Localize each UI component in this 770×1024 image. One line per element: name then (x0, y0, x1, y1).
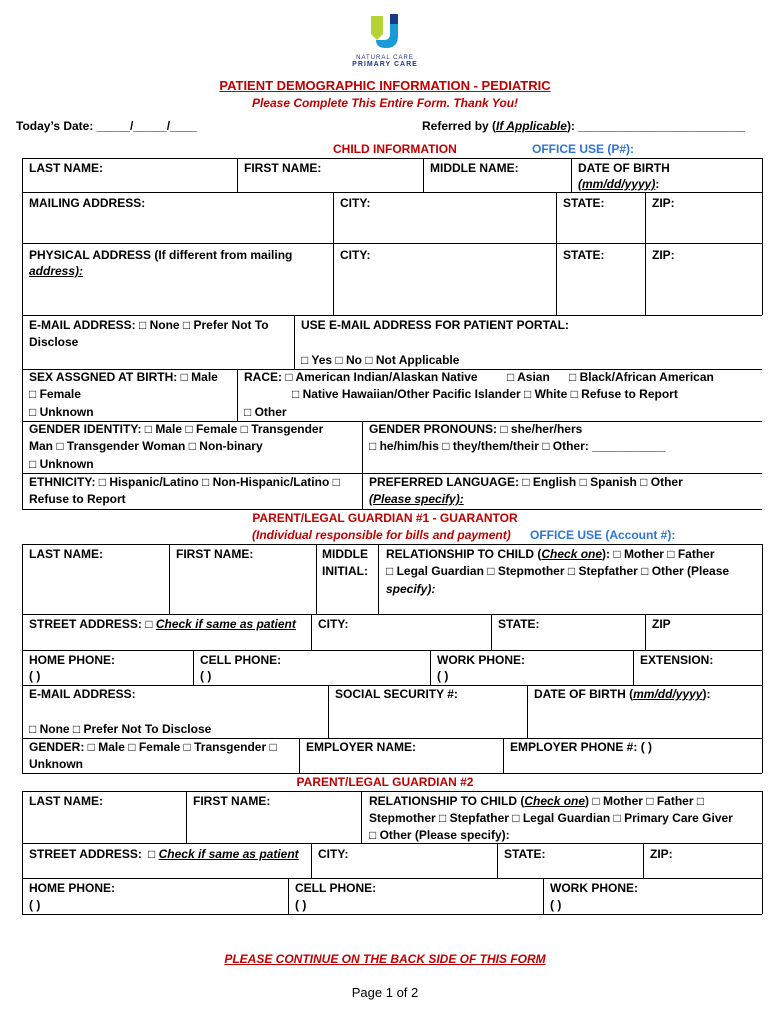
child-race-asian[interactable]: □ Asian (507, 370, 550, 384)
child-race-black[interactable]: □ Black/African American (569, 370, 714, 384)
logo-line1: NATURAL CARE (356, 55, 414, 61)
guardian2-same-as-patient[interactable]: □ Check if same as patient (148, 847, 299, 861)
child-first-name[interactable]: FIRST NAME: (244, 161, 322, 175)
child-pronouns-line1[interactable]: GENDER PRONOUNS: □ she/her/hers (369, 422, 583, 436)
child-sex-unknown[interactable]: □ Unknown (29, 405, 94, 419)
guardian1-heading: PARENT/LEGAL GUARDIAN #1 - GUARANTOR (252, 511, 518, 525)
guardian2-zip[interactable]: ZIP: (650, 847, 673, 861)
guardian1-employer-phone[interactable]: EMPLOYER PHONE #: ( ) (510, 740, 653, 754)
guardian2-relationship[interactable]: RELATIONSHIP TO CHILD (Check one) □ Mother □ Father □ (369, 794, 705, 808)
guardian2-work-phone-paren: ( ) (550, 898, 562, 912)
page-number: Page 1 of 2 (351, 985, 419, 1000)
guardian1-gender-line2[interactable]: Unknown (29, 757, 83, 771)
guardian2-relationship-line3[interactable]: □ Other (Please specify): (369, 828, 510, 842)
child-portal-options[interactable]: □ Yes □ No □ Not Applicable (301, 353, 460, 367)
guardian1-employer[interactable]: EMPLOYER NAME: (306, 740, 417, 754)
guardian1-relationship-line2[interactable]: □ Legal Guardian □ Stepmother □ Stepfather □ Other (Please (386, 564, 730, 578)
logo (340, 10, 430, 66)
guardian1-work-phone-paren: ( ) (437, 669, 449, 683)
child-dob[interactable]: DATE OF BIRTH (578, 161, 670, 175)
child-mailing-state[interactable]: STATE: (563, 196, 605, 210)
guardian2-heading: PARENT/LEGAL GUARDIAN #2 (296, 775, 474, 789)
child-ethnicity-line1[interactable]: ETHNICITY: □ Hispanic/Latino □ Non-Hispanic/Latino □ (29, 475, 340, 489)
logo-icon (340, 10, 430, 52)
guardian1-extension[interactable]: EXTENSION: (640, 653, 714, 667)
child-mailing-zip[interactable]: ZIP: (652, 196, 675, 210)
child-office-use: OFFICE USE (P#): (532, 142, 635, 156)
guardian1-last-name[interactable]: LAST NAME: (29, 547, 103, 561)
guardian2-relationship-line2[interactable]: Stepmother □ Stepfather □ Legal Guardian □ Primary Care Giver (369, 811, 733, 825)
guardian2-home-phone-paren: ( ) (29, 898, 41, 912)
guardian1-cell-phone-paren: ( ) (200, 669, 212, 683)
guardian1-zip[interactable]: ZIP (652, 617, 671, 631)
child-gender-unknown[interactable]: □ Unknown (29, 457, 94, 471)
guardian1-first-name[interactable]: FIRST NAME: (176, 547, 254, 561)
guardian1-ssn[interactable]: SOCIAL SECURITY #: (335, 687, 458, 701)
child-physical-zip[interactable]: ZIP: (652, 248, 675, 262)
todays-date[interactable]: Today’s Date: _____/_____/____ (16, 119, 197, 133)
guardian1-initial: INITIAL: (322, 564, 368, 578)
child-language-line1[interactable]: PREFERRED LANGUAGE: □ English □ Spanish □ Other (369, 475, 683, 489)
guardian2-cell-phone-paren: ( ) (295, 898, 307, 912)
guardian2-work-phone[interactable]: WORK PHONE: (550, 881, 638, 895)
logo-line2: PRIMARY CARE (352, 61, 418, 68)
guardian2-last-name[interactable]: LAST NAME: (29, 794, 103, 808)
page-title: PATIENT DEMOGRAPHIC INFORMATION - PEDIATRIC (219, 78, 551, 93)
referred-by[interactable]: Referred by (If Applicable): _________________________ (422, 119, 746, 133)
guardian1-relationship[interactable]: RELATIONSHIP TO CHILD (Check one): □ Mother □ Father (386, 547, 715, 561)
page-subtitle: Please Complete This Entire Form. Thank You! (251, 96, 519, 110)
child-dob-format: (mm/dd/yyyy): (578, 177, 660, 191)
child-race-line1[interactable]: RACE: □ American Indian/Alaskan Native (244, 370, 478, 384)
child-sex-female[interactable]: □ Female (29, 387, 81, 401)
guardian1-cell-phone[interactable]: CELL PHONE: (200, 653, 282, 667)
guardian1-gender-line1[interactable]: GENDER: □ Male □ Female □ Transgender □ (29, 740, 277, 754)
guardian1-home-phone-paren: ( ) (29, 669, 41, 683)
guardian1-office-use: OFFICE USE (Account #): (530, 528, 676, 542)
guardian2-street[interactable]: STREET ADDRESS: (29, 847, 142, 861)
continue-notice: PLEASE CONTINUE ON THE BACK SIDE OF THIS FORM (224, 952, 546, 966)
guardian1-subheading: (Individual responsible for bills and payment) (252, 528, 511, 542)
child-physical-city[interactable]: CITY: (340, 248, 371, 262)
child-mailing-address[interactable]: MAILING ADDRESS: (29, 196, 146, 210)
child-mailing-city[interactable]: CITY: (340, 196, 371, 210)
guardian2-cell-phone[interactable]: CELL PHONE: (295, 881, 377, 895)
child-physical-address-note: address): (29, 264, 84, 278)
child-middle-name[interactable]: MIDDLE NAME: (430, 161, 519, 175)
child-email[interactable]: E-MAIL ADDRESS: □ None □ Prefer Not To (29, 318, 269, 332)
child-language-specify[interactable]: (Please specify): (369, 492, 464, 506)
child-pronouns-line2[interactable]: □ he/him/his □ they/them/their □ Other: ___________ (369, 439, 666, 453)
child-physical-state[interactable]: STATE: (563, 248, 605, 262)
guardian1-home-phone[interactable]: HOME PHONE: (29, 653, 116, 667)
guardian1-street[interactable]: STREET ADDRESS: □ Check if same as patient (29, 617, 296, 631)
guardian2-city[interactable]: CITY: (318, 847, 349, 861)
guardian1-dob[interactable]: DATE OF BIRTH (mm/dd/yyyy): (534, 687, 711, 701)
child-gender-line2[interactable]: Man □ Transgender Woman □ Non-binary (29, 439, 263, 453)
child-portal: USE E-MAIL ADDRESS FOR PATIENT PORTAL: (301, 318, 570, 332)
child-race-line2[interactable]: □ Native Hawaiian/Other Pacific Islander □ White □ Refuse to Report (292, 387, 678, 401)
guardian1-state[interactable]: STATE: (498, 617, 540, 631)
guardian1-email[interactable]: E-MAIL ADDRESS: (29, 687, 136, 701)
guardian1-city[interactable]: CITY: (318, 617, 349, 631)
guardian2-first-name[interactable]: FIRST NAME: (193, 794, 271, 808)
child-heading: CHILD INFORMATION (333, 142, 457, 156)
guardian2-home-phone[interactable]: HOME PHONE: (29, 881, 116, 895)
child-last-name[interactable]: LAST NAME: (29, 161, 103, 175)
guardian1-email-options[interactable]: □ None □ Prefer Not To Disclose (29, 722, 212, 736)
child-gender-line1[interactable]: GENDER IDENTITY: □ Male □ Female □ Transgender (29, 422, 324, 436)
guardian1-middle[interactable]: MIDDLE (322, 547, 368, 561)
guardian2-state[interactable]: STATE: (504, 847, 546, 861)
child-email-disclose: Disclose (29, 335, 79, 349)
child-ethnicity-line2[interactable]: Refuse to Report (29, 492, 126, 506)
child-sex-male[interactable]: SEX ASSGNED AT BIRTH: □ Male (29, 370, 218, 384)
child-physical-address[interactable]: PHYSICAL ADDRESS (If different from mailing (29, 248, 293, 262)
child-race-other[interactable]: □ Other (244, 405, 287, 419)
guardian1-relationship-specify[interactable]: specify): (386, 582, 436, 596)
guardian1-work-phone[interactable]: WORK PHONE: (437, 653, 525, 667)
